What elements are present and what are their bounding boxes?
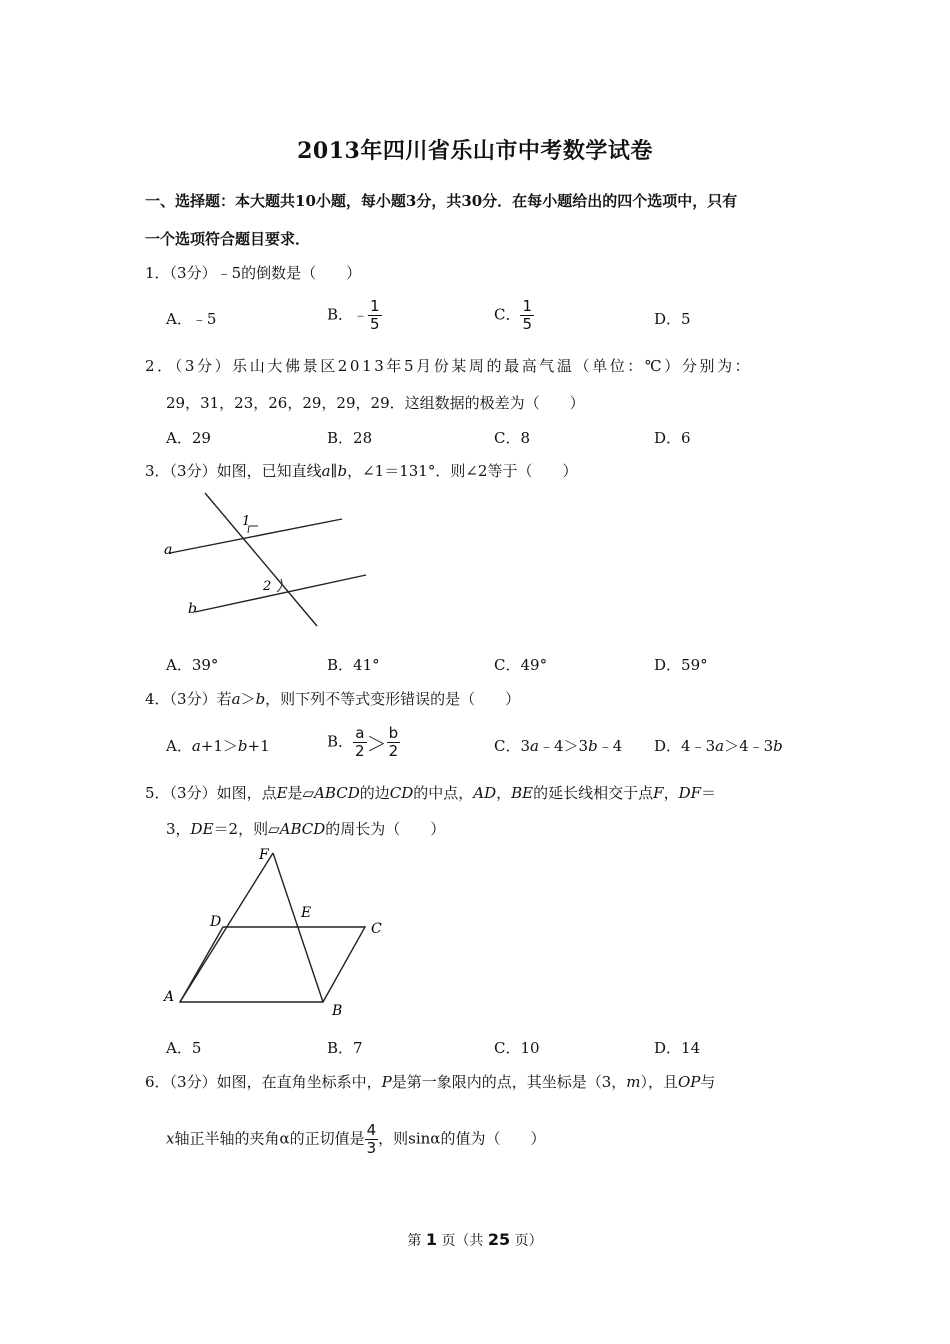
- q4-stem: 4．（3分）若a＞b，则下列不等式变形错误的是（ ）: [145, 690, 521, 708]
- q1-option-d: D．5: [654, 310, 691, 328]
- fraction: $\frac{b}{2}$: [388, 724, 399, 760]
- label-point-b: B: [332, 1003, 343, 1015]
- fraction: $\frac{4}{3}$: [366, 1121, 377, 1157]
- fraction: $\frac{1}{5}$: [522, 297, 533, 333]
- label-point-d: D: [210, 914, 222, 930]
- label-line-b: b: [188, 601, 197, 617]
- label-point-f: F: [259, 847, 269, 863]
- q3-option-d: D．59°: [654, 656, 708, 674]
- section-heading-line2: 一个选项符合题目要求．: [145, 230, 311, 248]
- q5-option-c: C．10: [494, 1039, 540, 1057]
- section-heading-line1: 一、选择题：本大题共10小题，每小题3分，共30分．在每小题给出的四个选项中，只有: [145, 192, 738, 210]
- q2-option-d: D．6: [654, 429, 691, 447]
- label-line-a: a: [164, 542, 173, 558]
- page-title: 2013年四川省乐山市中考数学试卷: [297, 138, 653, 164]
- q1-option-c: C． $\frac{1}{5}$: [494, 297, 533, 333]
- fraction: $\frac{a}{2}$: [355, 724, 365, 760]
- q6-stem-line2: x轴正半轴的夹角α的正切值是 $\frac{4}{3}$ ，则sinα的值为（ ）: [166, 1121, 546, 1157]
- fraction: $\frac{1}{5}$: [370, 297, 380, 333]
- q4-option-d: D．4﹣3a＞4﹣3b: [654, 737, 783, 755]
- q5-stem-line2: 3，DE＝2，则▱ABCD的周长为（ ）: [166, 820, 446, 838]
- label-point-c: C: [371, 921, 382, 937]
- label-angle-1: 1: [242, 514, 251, 529]
- q2-stem-line2: 29，31，23，26，29，29，29．这组数据的极差为（ ）: [166, 394, 585, 412]
- q1-option-b: B．﹣ $\frac{1}{5}$: [327, 297, 380, 333]
- q5-figure-parallelogram: [160, 845, 390, 1015]
- q2-option-c: C．8: [494, 429, 531, 447]
- page-footer: 第 1 页（共 25 页）: [407, 1230, 543, 1249]
- q5-stem-line1: 5．（3分）如图，点E是▱ABCD的边CD的中点，AD，BE的延长线相交于点F，DF＝: [145, 784, 717, 802]
- q3-stem: 3．（3分）如图，已知直线a∥b，∠1＝131°．则∠2等于（ ）: [145, 462, 578, 480]
- q5-option-d: D．14: [654, 1039, 701, 1057]
- q5-option-b: B．7: [327, 1039, 363, 1057]
- q4-option-c: C．3a﹣4＞3b﹣4: [494, 737, 623, 755]
- label-angle-2: 2: [263, 579, 272, 594]
- q4-option-b: B． $\frac{a}{2}$ ＞ $\frac{b}{2}$: [327, 724, 399, 760]
- q4-option-a: A．a+1＞b+1: [166, 737, 270, 755]
- page-number: 1: [425, 1230, 437, 1249]
- label-point-a: A: [164, 989, 175, 1005]
- q5-option-a: A．5: [166, 1039, 202, 1057]
- q3-option-c: C．49°: [494, 656, 548, 674]
- q3-figure-parallel-lines: [160, 488, 375, 633]
- label-point-e: E: [301, 905, 312, 921]
- q3-option-b: B．41°: [327, 656, 380, 674]
- q2-option-a: A．29: [166, 429, 211, 447]
- page-total: 25: [487, 1230, 511, 1249]
- q1-option-a: A．﹣5: [166, 310, 217, 328]
- q6-stem-line1: 6．（3分）如图，在直角坐标系中，P是第一象限内的点，其坐标是（3，m），且OP与: [145, 1073, 716, 1091]
- q1-stem: 1．（3分）﹣5的倒数是（ ）: [145, 264, 362, 282]
- q2-option-b: B．28: [327, 429, 373, 447]
- q2-stem-line1: 2．（3分）乐山大佛景区2013年5月份某周的最高气温（单位：℃）分别为：: [145, 357, 753, 375]
- q3-option-a: A．39°: [166, 656, 219, 674]
